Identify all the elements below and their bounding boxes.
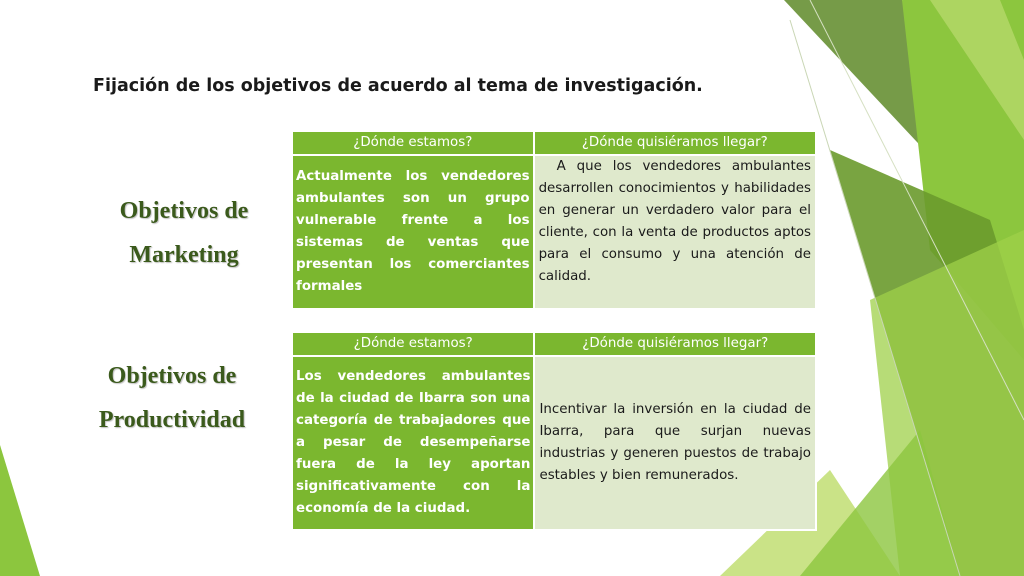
label-line-1: Objetivos de xyxy=(119,198,249,224)
cell-goal-state: A que los vendedores ambulantes desarrollen conocimientos y habilidades en generar un verdadero valor para el cliente, con la venta de productos aptos para el consumo y una atención de calidad. xyxy=(534,155,816,309)
header-donde-llegar: ¿Dónde quisiéramos llegar? xyxy=(534,131,816,155)
table-row xyxy=(292,356,816,530)
table-row xyxy=(292,155,816,309)
label-line-2: Marketing xyxy=(129,242,239,268)
table-marketing xyxy=(291,130,817,310)
slide-title: Fijación de los objetivos de acuerdo al tema de investigación. xyxy=(93,76,703,96)
table-header-row xyxy=(292,332,816,356)
label-objetivos-productividad xyxy=(86,354,258,442)
cell-goal-state: Incentivar la inversión en la ciudad de Ibarra, para que surjan nuevas industrias y generen puestos de trabajo estables y bien remunerados. xyxy=(534,356,816,530)
header-donde-llegar: ¿Dónde quisiéramos llegar? xyxy=(534,332,816,356)
table-productividad xyxy=(291,331,817,531)
cell-current-state: Actualmente los vendedores ambulantes son un grupo vulnerable frente a los sistemas de ventas que presentan los comerciantes formales xyxy=(292,155,534,309)
header-donde-estamos: ¿Dónde estamos? xyxy=(292,332,534,356)
label-line-2: Productividad xyxy=(98,407,246,433)
label-line-1: Objetivos de xyxy=(107,363,237,389)
label-objetivos-marketing xyxy=(104,189,264,277)
cell-current-state: Los vendedores ambulantes de la ciudad de Ibarra son una categoría de trabajadores que a pesar de desempeñarse fuera de la ley aportan significativamente con la economía de la ciudad. xyxy=(292,356,534,530)
header-donde-estamos: ¿Dónde estamos? xyxy=(292,131,534,155)
table-header-row xyxy=(292,131,816,155)
facet-left-bottom xyxy=(0,445,40,576)
